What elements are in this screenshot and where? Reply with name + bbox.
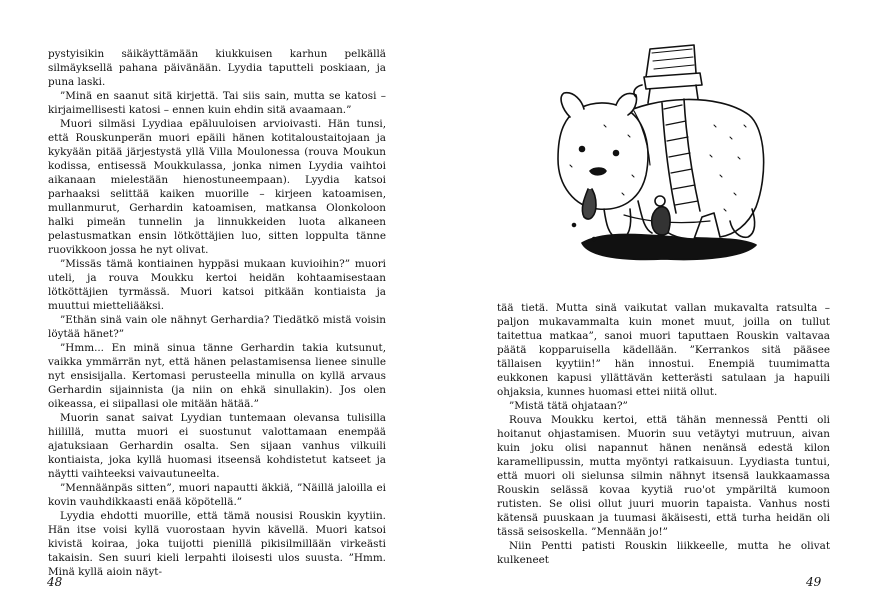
stone-dog-with-saddle-illustration [534,25,782,271]
paragraph: ”Missäs tämä kontiainen hyppäsi mukaan kuvioihin?” muori uteli, ja rouva Moukku kertoi heidän kohtaamisestaan lötköttäjien tyrmässä. Muori katsoi pitkään kontiaista ja muuttui mietteliääksi. [48,258,386,312]
page-number: 48 [47,575,63,589]
left-page-text [48,47,386,579]
paragraph: pystyisikin säikäyttämään kiukkuisen karhun pelkällä silmäyksellä pahana päivänään. Lyydia taputteli poskiaan, ja puna laski. [48,48,386,88]
paragraph: ”Ethän sinä vain ole nähnyt Gerhardia? Tiedätkö mistä voisin löytää hänet?” [48,314,386,340]
right-page [437,0,874,612]
page-number: 49 [806,575,822,589]
paragraph: Muori silmäsi Lyydiaa epäluuloisen arvioivasti. Hän tunsi, että Rouskunperän muori epäili hänen kotitaloustaitojaan ja kykyään pitää järjestystä yllä Villa Moulonessa (rouva Moukun kodissa, entisessä Moukkulassa, jonka nimen Lyydia vaihtoi aikanaan mielestään hienostuneempaan). Lyydia katsoi parhaaksi selittää kaiken muorille – kirjeen katoamisen, mullanmurut, Gerhardin katoamisen, matkansa Olonkoloon halki pimeän tunnelin ja linnukkeiden luota alkaneen pelastusmatkan ensin lötköttäjien luo, sitten loppulta tänne ruovikkoon jossa he nyt olivat. [48,118,386,256]
paragraph: ”Hmm... En minä sinua tänne Gerhardin takia kutsunut, vaikka ymmärrän nyt, että hänen pelastamisensa lienee sinulle nyt ensisijalla. Kertomasi perusteella minulla on kyllä arvaus Gerhardin sijainnista (ja niin on ehkä sinullakin). Jos olen oikeassa, ei siipallasi ole mitään hätää.” [48,342,386,410]
paragraph: Rouva Moukku kertoi, että tähän mennessä Pentti oli hoitanut ohjastamisen. Muorin suu vetäytyi mutruun, aivan kuin joku olisi napannut hänen nenänsä edestä kilon karamellipussin, mutta myöntyi ratkaisuun. Lyydiasta tuntui, että muori oli sielunsa silmin nähnyt itsensä laukkaamassa Rouskin selässä kovaa kyytiä ruo'ot ympäriltä kumoon rutisten. Se olisi ollut juuri muorin tapaista. Vanhus nosti kätensä puuskaan ja tuumasi äkäisesti, että turha heidän oli tässä seisoskella. ”Mennään jo!” [497,414,830,538]
paragraph: ”Minä en saanut sitä kirjettä. Tai siis sain, mutta se katosi – kirjaimellisesti katosi – ennen kuin ehdin sitä avaamaan.” [48,90,386,116]
paragraph: Lyydia ehdotti muorille, että tämä nousisi Rouskin kyytiin. Hän itse voisi kyllä vuorostaan hyvin kävellä. Muori katsoi kivistä koiraa, joka tuijotti pienillä pikisilmillään virkeästi takaisin. Sen suuri kieli lerpahti iloisesti ulos suusta. ”Hmm. Minä kyllä aioin näyt- [48,510,386,578]
paragraph: ”Mennäänpäs sitten”, muori napautti äkkiä, ”Näillä jaloilla ei kovin vauhdikkaasti enää köpötellä.” [48,482,386,508]
paragraph: Niin Pentti patisti Rouskin liikkeelle, mutta he olivat kulkeneet [497,540,830,566]
paragraph: ”Mistä tätä ohjataan?” [509,400,628,412]
right-page-text [497,301,830,567]
paragraph: tää tietä. Mutta sinä vaikutat vallan mukavalta ratsulta – paljon mukavammalta kuin monet muut, joilla on tullut taitettua matkaa”, sanoi muori taputtaen Rouskin valtavaa päätä kopparuisella kädellään. ”Kerrankos sitä pääsee tällaisen kyytiin!” hän innostui. Enempiä tuumimatta eukkonen kapusi yllättävän ketterästi satulaan ja hapuili ohjaksia, kunnes huomasi ettei niitä ollut. [497,302,830,398]
paragraph: Muorin sanat saivat Lyydian tuntemaan olevansa tulisilla hiilillä, mutta muori ei suostunut valottamaan enempää ajatuksiaan Gerhardin osalta. Sen sijaan vanhus vilkuili kontiaista, joka kyllä huomasi itseensä kohdistetut katseet ja näytti vaihteeksi vaivautuneelta. [48,412,386,480]
